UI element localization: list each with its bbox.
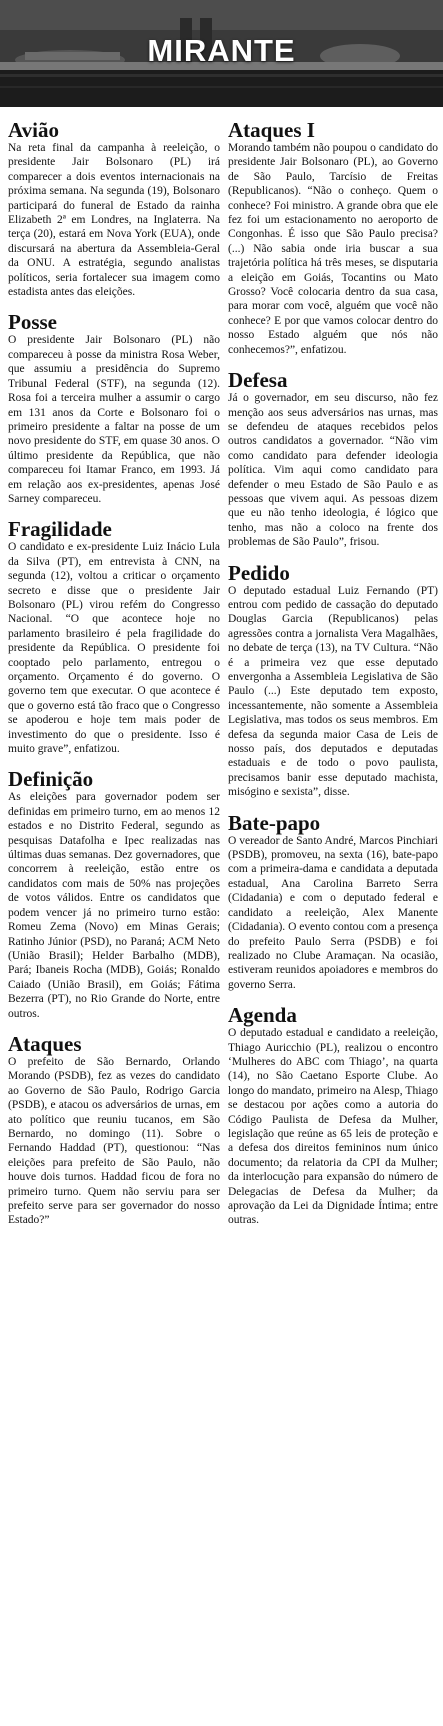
story-title: Avião [8, 118, 59, 142]
story-title: Ataques I [228, 118, 315, 142]
story-bate-papo [228, 812, 438, 992]
story-title: Bate-papo [228, 810, 321, 835]
masthead-banner [0, 0, 443, 107]
story-body: Na reta final da campanha à reeleição, o presidente Jair Bolsonaro (PL) irá comparecer a dois eventos internacionais na próxima semana. Na segunda (19), Bolsonaro participará do funeral de Estado da rainha Elizabeth 2ª em Londres, na Inglaterra. Na terça (20), estará em Nova York (EUA), onde discursará na abertura da Assembleia-Geral da ONU. A estratégia, segundo analistas políticos, seria fortalecer sua imagem como estadista antes das eleições. [8, 142, 220, 299]
story-body: As eleições para governador podem ser definidas em primeiro turno, em ao menos 12 estados e no Distrito Federal, segundo as pesquisas Datafolha e Ipec realizadas nas últimas duas semanas. Dez governadores, que concorrem à reeleição, estão entre os candidatos com mais de 50% nas projeções de votos válidos. Entre os candidatos que podem vencer já no primeiro turno estão: Romeu Zema (Novo) em Minas Gerais; Ratinho Júnior (PSD), no Paraná; ACM Neto (União Brasil); Helder Barbalho (MDB), Pará; Ibaneis Rocha (MDB), Goiás; Ronaldo Caiado (União Brasil), em Goiás; Fátima Bezerra (PT), no Rio Grande do Norte, entre outros. [8, 791, 220, 1020]
story-body: Já o governador, em seu discurso, não fez menção aos seus adversários nas urnas, mas se defendeu de ataques recebidos pelos outros candidatos a governador. “Não vim como candidato para defender ideologia política. Vim aqui como candidato para defender o meu Estado de São Paulo e as pessoas que vivem aqui. As pessoas dizem que eu não tenho ideologia, é lógico que tenho, mas não a coloco na frente dos problemas de São Paulo”, frisou. [228, 392, 438, 549]
story-title: Ataques [8, 1031, 82, 1056]
story-body: O candidato e ex-presidente Luiz Inácio Lula da Silva (PT), em entrevista à CNN, na segunda (12), voltou a criticar o orçamento secreto e disse que o presidente Jair Bolsonaro (PL) virou refém do Congresso Nacional. “O que acontece hoje no parlamento brasileiro é pela fragilidade do presidente da República. O presidente foi cooptado pelo parlamento, entregou o orçamento. Orçamento é do governo. O governo tem que executar. O que acontece é que o governo está tão fraco que o Congresso se apoderou e hoje tem mais poder de investimento do que o presidente. Isso é muito grave”, enfatizou. [8, 541, 220, 756]
article-columns [0, 107, 443, 1726]
story-title: Fragilidade [8, 517, 112, 542]
story-body: O vereador de Santo André, Marcos Pinchiari (PSDB), promoveu, na sexta (16), bate-papo com a primeira-dama e candidata a deputada estadual, Ana Carolina Barreto Serra (Cidadania) e com o deputado federal e candidato a reeleição, Alex Manente (Cidadania). O evento contou com a presença do prefeito Paulo Serra (PSDB) e foi realizado no Clube Aramaçan. Na ocasião, estiveram reunidos apoiadores e membros do governo Serra. [228, 834, 438, 991]
story-body: O presidente Jair Bolsonaro (PL) não compareceu à posse da ministra Rosa Weber, que assumiu a presidência do Supremo Tribunal Federal (STF), na segunda (12). Rosa foi a terceira mulher a assumir o cargo em 131 anos da Corte e Bolsonaro foi o primeiro presidente a faltar na posse de um novo presidente do STF, em quase 30 anos. O último presidente da República, que não compareceu foi Itamar Franco, em 1993. Já em relação aos ex-presidentes, apenas José Sarney compareceu. [8, 334, 220, 505]
story-aviao [8, 119, 220, 299]
masthead-title: MIRANTE [147, 33, 296, 68]
story-title: Defesa [228, 368, 288, 393]
story-title: Agenda [228, 1003, 297, 1028]
story-body: O prefeito de São Bernardo, Orlando Morando (PSDB), fez as vezes do candidato ao Governo de São Paulo, Rodrigo Garcia (PSDB), e atacou os adversários de urnas, em ato político que reuniu tucanos, em São Bernardo, no domingo (11). Sobre o Fernando Haddad (PT), questionou: “Nas eleições para prefeito de São Paulo, não houve dois turnos. Haddad ficou de fora no primeiro turno. Quem não serviu para ser prefeito serve para ser governador do nosso Estado?” [8, 1055, 220, 1227]
story-definicao [8, 768, 220, 1021]
story-title: Pedido [228, 560, 290, 585]
story-body: O deputado estadual e candidato a reeleição, Thiago Auricchio (PL), realizou o encontro ‘Mulheres do ABC com Thiago’, na quarta (14), no São Caetano Esporte Clube. Ao longo do mandato, primeiro na Alesp, Thiago se destacou por ações como a autoria do Código Paulista de Defesa da Mulher, legislação que reúne as 65 leis de proteção e a defesa dos direitos femininos num único documento; da relatoria da CPI da Mulher; da interlocução para expansão do número de Delegacias de Defesa da Mulher; da aprovação da Lei da Dignidade Íntima; entre outras. [228, 1027, 438, 1227]
story-posse [8, 311, 220, 506]
story-agenda [228, 1004, 438, 1228]
left-column [8, 111, 220, 1228]
story-title: Posse [8, 310, 57, 335]
story-defesa [228, 369, 438, 549]
story-body: Morando também não poupou o candidato do presidente Jair Bolsonaro (PL), ao Governo de São Paulo, Tarcísio de Freitas (Republicanos). “Não o conheço. Quem o conhece? Foi ministro. A grande obra que ele fez foi um estacionamento no aeroporto de Congonhas. É isso que São Paulo precisa? (...) Não sabia onde iria buscar a sua trajetória política há três meses, se disputaria a eleição em Goiás, Tocantins ou Mato Grosso? Você colocaria dentro da sua casa, para morar com você, alguém que você não conhece? E por que vamos colocar dentro do nosso Estado alguém que nós não conhecemos?”, enfatizou. [228, 142, 438, 356]
story-ataques [8, 1033, 220, 1228]
story-body: O deputado estadual Luiz Fernando (PT) entrou com pedido de cassação do deputado Douglas Garcia (Republicanos) pelas agressões contra a jornalista Vera Magalhães, no debate de terça (13), na TV Cultura. “Não é a primeira vez que esse deputado envergonha a Assembleia Legislativa de São Paulo (...) Este deputado tem exposto, incessantemente, não somente a Assembleia Legislativa, mas todos os seus membros. Em defesa da segunda maior Casa de Leis de nosso país, dos deputados e deputadas estaduais e de todo o povo paulista, precisamos banir esse deputado machista, misógino e sexista”, disse. [228, 584, 438, 799]
story-ataques-i [228, 119, 438, 357]
story-pedido [228, 562, 438, 800]
story-fragilidade [8, 518, 220, 756]
story-title: Definição [8, 767, 94, 792]
right-column [228, 111, 438, 1228]
